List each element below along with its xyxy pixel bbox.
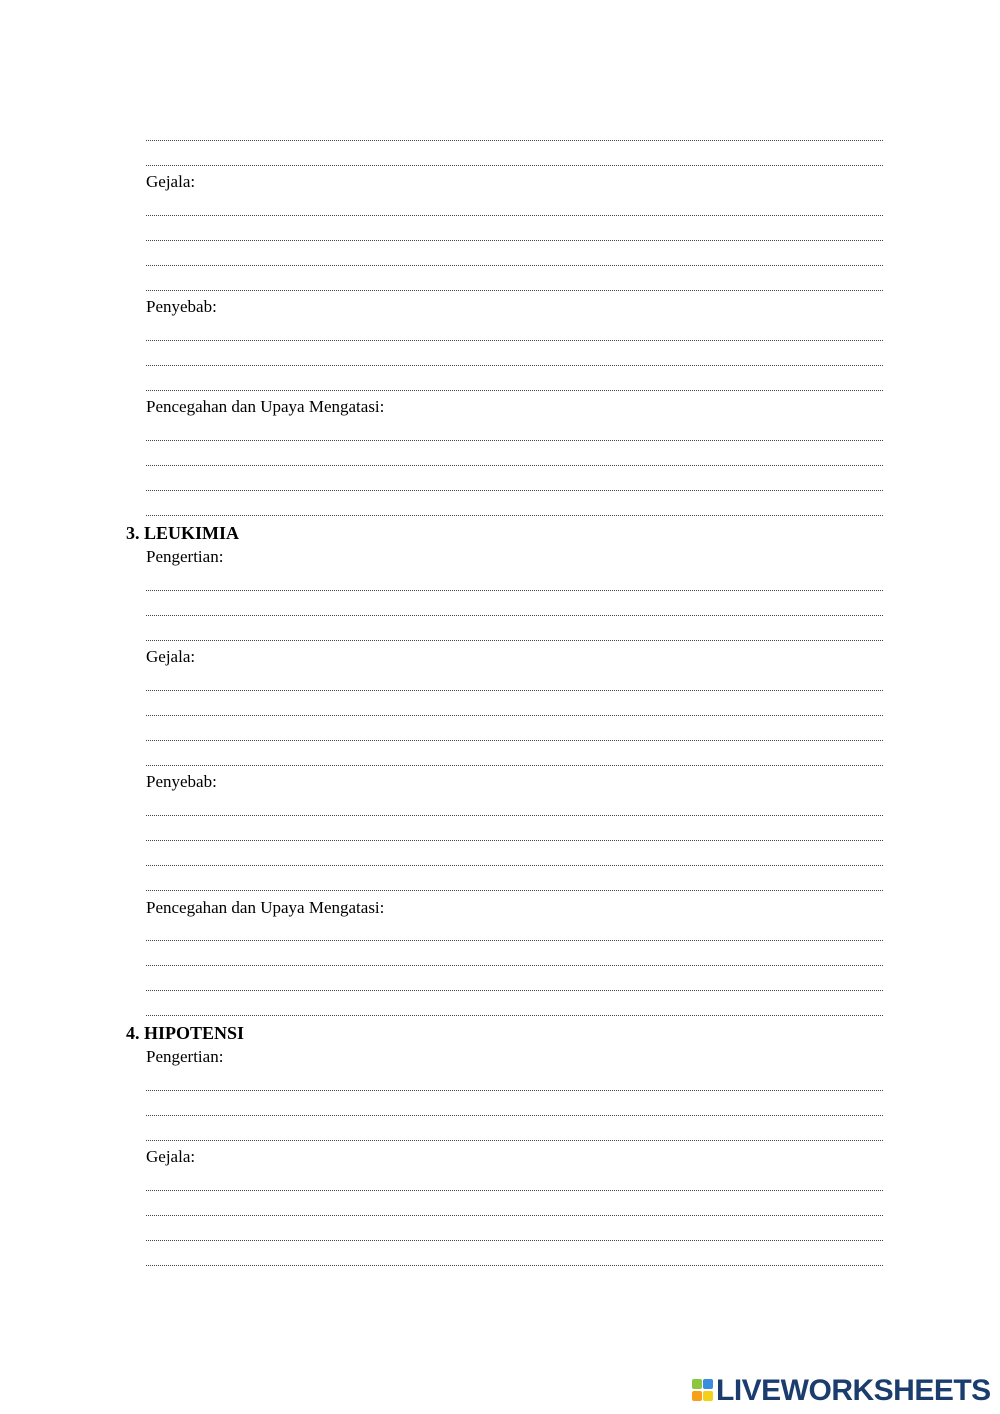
brand-name: LIVEWORKSHEETS: [716, 1374, 991, 1407]
label-penyebab: Penyebab:: [146, 772, 217, 791]
label-gejala: Gejala:: [146, 1147, 196, 1166]
answer-line[interactable]: [146, 124, 883, 144]
answer-line[interactable]: [146, 1174, 883, 1194]
answer-line[interactable]: [146, 224, 883, 244]
answer-line[interactable]: [146, 1224, 883, 1244]
answer-line[interactable]: [146, 149, 883, 169]
section-title: HIPOTENSI: [144, 1023, 245, 1043]
answer-line[interactable]: [146, 749, 883, 769]
live-logo-icon: [692, 1379, 714, 1403]
answer-line[interactable]: [146, 799, 883, 819]
answer-line[interactable]: [146, 724, 883, 744]
label-pengertian: Pengertian:: [146, 1047, 224, 1066]
answer-line[interactable]: [146, 999, 883, 1019]
answer-line[interactable]: [146, 1099, 883, 1119]
label-penyebab: Penyebab:: [146, 297, 217, 316]
section-heading-leukimia: [126, 522, 239, 544]
answer-line[interactable]: [146, 924, 883, 944]
answer-line[interactable]: [146, 374, 883, 394]
answer-line[interactable]: [146, 849, 883, 869]
label-pencegahan: Pencegahan dan Upaya Mengatasi:: [146, 397, 385, 416]
answer-line[interactable]: [146, 674, 883, 694]
answer-line[interactable]: [146, 874, 883, 894]
answer-line[interactable]: [146, 599, 883, 619]
answer-line[interactable]: [146, 624, 883, 644]
answer-line[interactable]: [146, 699, 883, 719]
answer-line[interactable]: [146, 1199, 883, 1219]
liveworksheets-logo: [692, 1374, 991, 1408]
label-pengertian: Pengertian:: [146, 547, 224, 566]
label-gejala: Gejala:: [146, 647, 196, 666]
label-pencegahan: Pencegahan dan Upaya Mengatasi:: [146, 898, 385, 917]
answer-line[interactable]: [146, 274, 883, 294]
answer-line[interactable]: [146, 349, 883, 369]
answer-line[interactable]: [146, 1074, 883, 1094]
section-number: 3.: [126, 523, 140, 543]
answer-line[interactable]: [146, 474, 883, 494]
answer-line[interactable]: [146, 574, 883, 594]
answer-line[interactable]: [146, 499, 883, 519]
answer-line[interactable]: [146, 824, 883, 844]
answer-line[interactable]: [146, 974, 883, 994]
answer-line[interactable]: [146, 249, 883, 269]
answer-line[interactable]: [146, 1124, 883, 1144]
answer-line[interactable]: [146, 324, 883, 344]
answer-line[interactable]: [146, 199, 883, 219]
section-heading-hipotensi: [126, 1022, 244, 1044]
label-gejala: Gejala:: [146, 172, 196, 191]
answer-line[interactable]: [146, 424, 883, 444]
section-number: 4.: [126, 1023, 140, 1043]
answer-line[interactable]: [146, 1249, 883, 1269]
answer-line[interactable]: [146, 449, 883, 469]
answer-line[interactable]: [146, 949, 883, 969]
section-title: LEUKIMIA: [144, 523, 240, 543]
